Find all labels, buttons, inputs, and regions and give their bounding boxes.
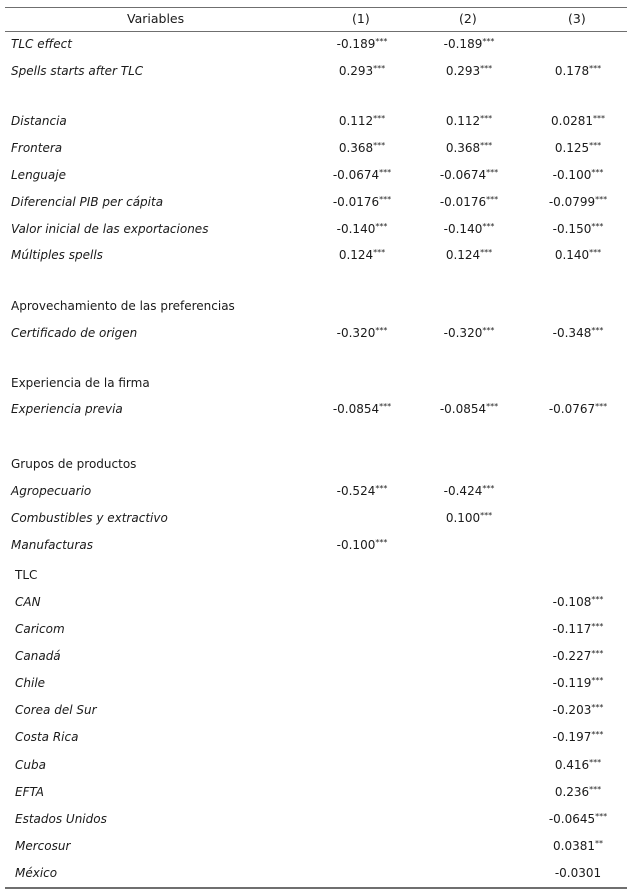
significance-stars: ***	[482, 37, 495, 46]
row-label: TLC effect	[11, 37, 72, 51]
table-row	[0, 299, 634, 319]
coef-value: -0.348	[552, 326, 592, 340]
significance-stars: ***	[589, 785, 602, 794]
significance-stars: ***	[373, 141, 386, 150]
coef-value: 0.112	[338, 114, 374, 128]
table-row	[0, 758, 634, 778]
coef-col1	[333, 168, 391, 182]
coef-col3	[553, 730, 604, 744]
coef-value: 0.416	[554, 758, 590, 772]
row-label: Múltiples spells	[11, 248, 103, 262]
coef-col3	[555, 866, 601, 880]
table-row	[0, 248, 634, 268]
significance-stars: ***	[486, 402, 499, 411]
coef-col2	[446, 248, 492, 262]
coef-col1	[337, 538, 388, 552]
table-row	[0, 457, 634, 477]
coef-value: -0.0645	[548, 812, 596, 826]
coef-value: 0.140	[554, 248, 590, 262]
coef-col3	[553, 676, 604, 690]
significance-stars: ***	[373, 114, 386, 123]
significance-stars: ***	[480, 248, 493, 257]
coef-value: -0.100	[336, 538, 376, 552]
coef-value: -0.524	[336, 484, 376, 498]
table-row	[0, 568, 634, 588]
coef-col3	[553, 595, 604, 609]
coef-value: -0.150	[552, 222, 592, 236]
coef-value: 0.100	[445, 511, 481, 525]
coef-col3	[551, 114, 605, 128]
significance-stars: ***	[595, 812, 608, 821]
significance-stars: ***	[373, 248, 386, 257]
significance-stars: ***	[589, 141, 602, 150]
table-row	[0, 168, 634, 188]
significance-stars: ***	[595, 195, 608, 204]
table-row	[0, 812, 634, 832]
table-row	[0, 326, 634, 346]
coef-value: -0.108	[552, 595, 592, 609]
coef-value: -0.320	[336, 326, 376, 340]
significance-stars: ***	[373, 64, 386, 73]
significance-stars: ***	[482, 326, 495, 335]
coef-col3	[555, 785, 601, 799]
coef-value: 0.368	[338, 141, 374, 155]
significance-stars: ***	[591, 730, 604, 739]
coef-value: 0.124	[445, 248, 481, 262]
coef-col2	[440, 195, 498, 209]
significance-stars: ***	[480, 114, 493, 123]
coef-value: 0.125	[554, 141, 590, 155]
coef-col1	[333, 195, 391, 209]
row-label: Combustibles y extractivo	[11, 511, 168, 525]
coef-value: 0.178	[554, 64, 590, 78]
row-label: Valor inicial de las exportaciones	[11, 222, 209, 236]
coef-value: -0.100	[552, 168, 592, 182]
coef-col3	[553, 168, 604, 182]
row-label: Corea del Sur	[15, 703, 97, 717]
coef-value: -0.0799	[548, 195, 596, 209]
coef-value: 0.293	[445, 64, 481, 78]
row-label: Spells starts after TLC	[11, 64, 144, 78]
table-row	[0, 511, 634, 531]
row-label: Frontera	[11, 141, 63, 155]
coef-col2	[440, 402, 498, 416]
row-label: Grupos de productos	[11, 457, 137, 471]
header-rule	[5, 31, 627, 32]
significance-stars: ***	[379, 195, 392, 204]
coef-col3	[549, 402, 607, 416]
significance-stars: ***	[591, 595, 604, 604]
significance-stars: ***	[486, 195, 499, 204]
coef-col2	[446, 64, 492, 78]
significance-stars: **	[595, 839, 603, 848]
table-row	[0, 222, 634, 242]
significance-stars: ***	[589, 64, 602, 73]
significance-stars: ***	[480, 141, 493, 150]
row-label: EFTA	[15, 785, 44, 799]
table-row	[0, 622, 634, 642]
header-col2: (2)	[459, 11, 477, 26]
significance-stars: ***	[375, 538, 388, 547]
row-label: Cuba	[15, 758, 46, 772]
coef-col3	[553, 222, 604, 236]
significance-stars: ***	[595, 402, 608, 411]
significance-stars: ***	[480, 511, 493, 520]
coef-col2	[446, 141, 492, 155]
coef-col1	[337, 37, 388, 51]
significance-stars: ***	[379, 168, 392, 177]
row-label: Experiencia previa	[11, 402, 123, 416]
table-row	[0, 37, 634, 57]
coef-value: 0.0281	[551, 114, 593, 128]
table-row	[0, 730, 634, 750]
row-label: CAN	[15, 595, 41, 609]
coef-value: -0.0674	[332, 168, 380, 182]
table-row	[0, 402, 634, 422]
coef-col3	[553, 839, 603, 853]
coef-value: 0.368	[445, 141, 481, 155]
significance-stars: ***	[589, 248, 602, 257]
significance-stars: ***	[375, 326, 388, 335]
coef-value: -0.140	[443, 222, 483, 236]
coef-col1	[337, 222, 388, 236]
row-label: Estados Unidos	[15, 812, 107, 826]
significance-stars: ***	[482, 222, 495, 231]
coef-value: -0.0176	[439, 195, 487, 209]
row-label: Lenguaje	[11, 168, 66, 182]
coef-col1	[337, 484, 388, 498]
row-label: Chile	[15, 676, 46, 690]
coef-value: 0.293	[338, 64, 374, 78]
table-row	[0, 595, 634, 615]
bottom-rule	[5, 887, 627, 889]
header-variables: Variables	[127, 11, 185, 26]
significance-stars: ***	[591, 649, 604, 658]
table-row	[0, 785, 634, 805]
row-label: Diferencial PIB per cápita	[11, 195, 164, 209]
table-row	[0, 64, 634, 84]
significance-stars: ***	[591, 168, 604, 177]
row-label: Aprovechamiento de las preferencias	[11, 299, 235, 313]
coef-col3	[555, 248, 601, 262]
coef-col3	[553, 622, 604, 636]
significance-stars: ***	[591, 622, 604, 631]
significance-stars: ***	[593, 114, 605, 123]
coef-col1	[339, 114, 385, 128]
row-label: Distancia	[11, 114, 67, 128]
coef-col3	[553, 703, 604, 717]
coef-col1	[339, 141, 385, 155]
significance-stars: ***	[591, 326, 604, 335]
significance-stars: ***	[379, 402, 392, 411]
coef-value: -0.197	[552, 730, 592, 744]
coef-col2	[440, 168, 498, 182]
coef-value: -0.203	[552, 703, 592, 717]
table-row	[0, 703, 634, 723]
table-row	[0, 676, 634, 696]
coef-value: -0.0301	[554, 866, 602, 880]
table-row	[0, 839, 634, 859]
row-label: Experiencia de la firma	[11, 376, 150, 390]
coef-col2	[444, 37, 495, 51]
significance-stars: ***	[482, 484, 495, 493]
coef-col1	[339, 248, 385, 262]
top-rule	[5, 7, 627, 8]
coef-col1	[333, 402, 391, 416]
coef-value: -0.117	[552, 622, 592, 636]
coef-value: -0.189	[443, 37, 483, 51]
row-label: Manufacturas	[11, 538, 93, 552]
coef-col3	[555, 64, 601, 78]
row-label: Caricom	[15, 622, 65, 636]
table-row	[0, 376, 634, 396]
coef-col2	[444, 222, 495, 236]
significance-stars: ***	[591, 703, 604, 712]
coef-col2	[446, 511, 492, 525]
coef-col2	[444, 484, 495, 498]
row-label: Costa Rica	[15, 730, 79, 744]
coef-value: -0.227	[552, 649, 592, 663]
coef-value: 0.0381	[553, 839, 595, 853]
coef-col3	[549, 812, 607, 826]
table-row	[0, 649, 634, 669]
table-row	[0, 195, 634, 215]
header-col1: (1)	[352, 11, 370, 26]
coef-col3	[555, 141, 601, 155]
significance-stars: ***	[591, 222, 604, 231]
coef-value: -0.424	[443, 484, 483, 498]
coef-value: -0.119	[552, 676, 592, 690]
coef-col3	[549, 195, 607, 209]
table-row	[0, 141, 634, 161]
significance-stars: ***	[375, 484, 388, 493]
coef-value: 0.236	[554, 785, 590, 799]
table-row	[0, 538, 634, 558]
coef-value: -0.0674	[439, 168, 487, 182]
coef-col3	[553, 326, 604, 340]
coef-value: 0.112	[445, 114, 481, 128]
significance-stars: ***	[375, 222, 388, 231]
coef-col1	[339, 64, 385, 78]
coef-value: -0.0854	[332, 402, 380, 416]
coef-col3	[553, 649, 604, 663]
table-row	[0, 866, 634, 886]
row-label: TLC	[15, 568, 38, 582]
coef-col1	[337, 326, 388, 340]
significance-stars: ***	[375, 37, 388, 46]
significance-stars: ***	[591, 676, 604, 685]
coef-col2	[446, 114, 492, 128]
coef-value: -0.140	[336, 222, 376, 236]
significance-stars: ***	[480, 64, 493, 73]
coef-value: -0.0854	[439, 402, 487, 416]
coef-value: -0.0176	[332, 195, 380, 209]
coef-value: -0.320	[443, 326, 483, 340]
significance-stars: ***	[486, 168, 499, 177]
coef-value: -0.0767	[548, 402, 596, 416]
coef-value: -0.189	[336, 37, 376, 51]
row-label: Agropecuario	[11, 484, 92, 498]
coef-col2	[444, 326, 495, 340]
row-label: Mercosur	[15, 839, 71, 853]
header-col3: (3)	[568, 11, 586, 26]
row-label: México	[15, 866, 58, 880]
coef-col3	[555, 758, 601, 772]
coef-value: 0.124	[338, 248, 374, 262]
row-label: Canadá	[15, 649, 61, 663]
significance-stars: ***	[589, 758, 602, 767]
table-row	[0, 114, 634, 134]
row-label: Certificado de origen	[11, 326, 138, 340]
table-row	[0, 484, 634, 504]
